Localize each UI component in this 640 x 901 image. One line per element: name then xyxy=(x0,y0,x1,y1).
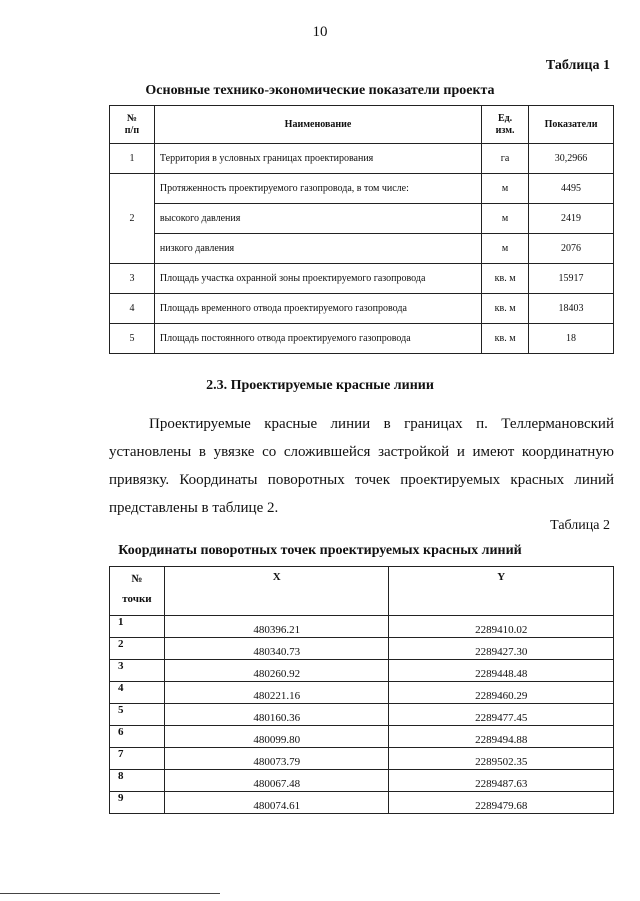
point-y: 2289494.88 xyxy=(389,726,614,748)
table-row xyxy=(110,204,614,234)
point-y: 2289427.30 xyxy=(389,638,614,660)
row-unit: м xyxy=(482,204,529,234)
table-row xyxy=(110,144,614,174)
point-x: 480396.21 xyxy=(164,616,389,638)
row-no: 4 xyxy=(110,294,155,324)
point-x: 480221.16 xyxy=(164,682,389,704)
row-value: 2076 xyxy=(529,234,614,264)
page-number: 10 xyxy=(312,24,328,40)
point-no: 5 xyxy=(110,704,165,726)
row-name: Площадь временного отвода проектируемого газопровода xyxy=(154,294,481,324)
table-row xyxy=(110,660,614,682)
indicators-table xyxy=(109,105,614,354)
table-row xyxy=(110,638,614,660)
row-no: 3 xyxy=(110,264,155,294)
row-value: 18403 xyxy=(529,294,614,324)
row-unit: кв. м xyxy=(482,324,529,354)
row-no: 5 xyxy=(110,324,155,354)
footer-rule xyxy=(0,893,220,894)
table-row xyxy=(110,234,614,264)
header-x: X xyxy=(164,567,389,616)
point-no: 2 xyxy=(110,638,165,660)
header-value: Показатели xyxy=(529,106,614,144)
table1-title: Основные технико-экономические показатели проекта xyxy=(145,83,495,98)
row-value: 4495 xyxy=(529,174,614,204)
header-y: Y xyxy=(389,567,614,616)
row-name: Площадь постоянного отвода проектируемого газопровода xyxy=(154,324,481,354)
row-name: низкого давления xyxy=(154,234,481,264)
section-paragraph: Проектируемые красные линии в границах п. Теллермановский установлены в увязке со сложившейся застройкой и имеют координатную привязку. Координаты поворотных точек проектируемых красных линий представлены в таблице 2. xyxy=(109,416,614,516)
table-row xyxy=(110,726,614,748)
row-value: 2419 xyxy=(529,204,614,234)
point-no: 9 xyxy=(110,792,165,814)
table-row xyxy=(110,264,614,294)
point-x: 480340.73 xyxy=(164,638,389,660)
row-unit: кв. м xyxy=(482,294,529,324)
row-no: 1 xyxy=(110,144,155,174)
coordinates-table xyxy=(109,566,614,814)
point-y: 2289460.29 xyxy=(389,682,614,704)
row-name: Площадь участка охранной зоны проектируемого газопровода xyxy=(154,264,481,294)
row-name: Протяженность проектируемого газопровода, в том числе: xyxy=(154,174,481,204)
row-name: высокого давления xyxy=(154,204,481,234)
point-x: 480260.92 xyxy=(164,660,389,682)
point-y: 2289477.45 xyxy=(389,704,614,726)
row-unit: м xyxy=(482,174,529,204)
table-row xyxy=(110,748,614,770)
header-name: Наименование xyxy=(154,106,481,144)
section-heading: 2.3. Проектируемые красные линии xyxy=(206,378,434,393)
point-no: 4 xyxy=(110,682,165,704)
point-y: 2289487.63 xyxy=(389,770,614,792)
header-unit: Ед. изм. xyxy=(482,106,529,144)
point-x: 480099.80 xyxy=(164,726,389,748)
point-x: 480160.36 xyxy=(164,704,389,726)
row-unit: га xyxy=(482,144,529,174)
row-value: 18 xyxy=(529,324,614,354)
point-no: 8 xyxy=(110,770,165,792)
table-row xyxy=(110,704,614,726)
table-row xyxy=(110,294,614,324)
table-row xyxy=(110,616,614,638)
header-point-no: № точки xyxy=(110,567,165,616)
point-x: 480074.61 xyxy=(164,792,389,814)
point-y: 2289502.35 xyxy=(389,748,614,770)
point-y: 2289479.68 xyxy=(389,792,614,814)
table2-title: Координаты поворотных точек проектируемых красных линий xyxy=(118,543,522,558)
row-unit: кв. м xyxy=(482,264,529,294)
row-no: 2 xyxy=(110,174,155,264)
table2-header-row xyxy=(110,567,614,616)
row-name: Территория в условных границах проектирования xyxy=(154,144,481,174)
row-value: 15917 xyxy=(529,264,614,294)
point-no: 1 xyxy=(110,616,165,638)
table-row xyxy=(110,770,614,792)
table-row xyxy=(110,792,614,814)
row-unit: м xyxy=(482,234,529,264)
table1-header-row xyxy=(110,106,614,144)
point-y: 2289448.48 xyxy=(389,660,614,682)
table1-label: Таблица 1 xyxy=(545,58,610,73)
point-no: 6 xyxy=(110,726,165,748)
point-no: 7 xyxy=(110,748,165,770)
header-no: № п/п xyxy=(110,106,155,144)
table-row xyxy=(110,324,614,354)
table-row xyxy=(110,174,614,204)
table-row xyxy=(110,682,614,704)
point-y: 2289410.02 xyxy=(389,616,614,638)
point-no: 3 xyxy=(110,660,165,682)
point-x: 480073.79 xyxy=(164,748,389,770)
row-value: 30,2966 xyxy=(529,144,614,174)
point-x: 480067.48 xyxy=(164,770,389,792)
table2-label: Таблица 2 xyxy=(550,518,610,533)
